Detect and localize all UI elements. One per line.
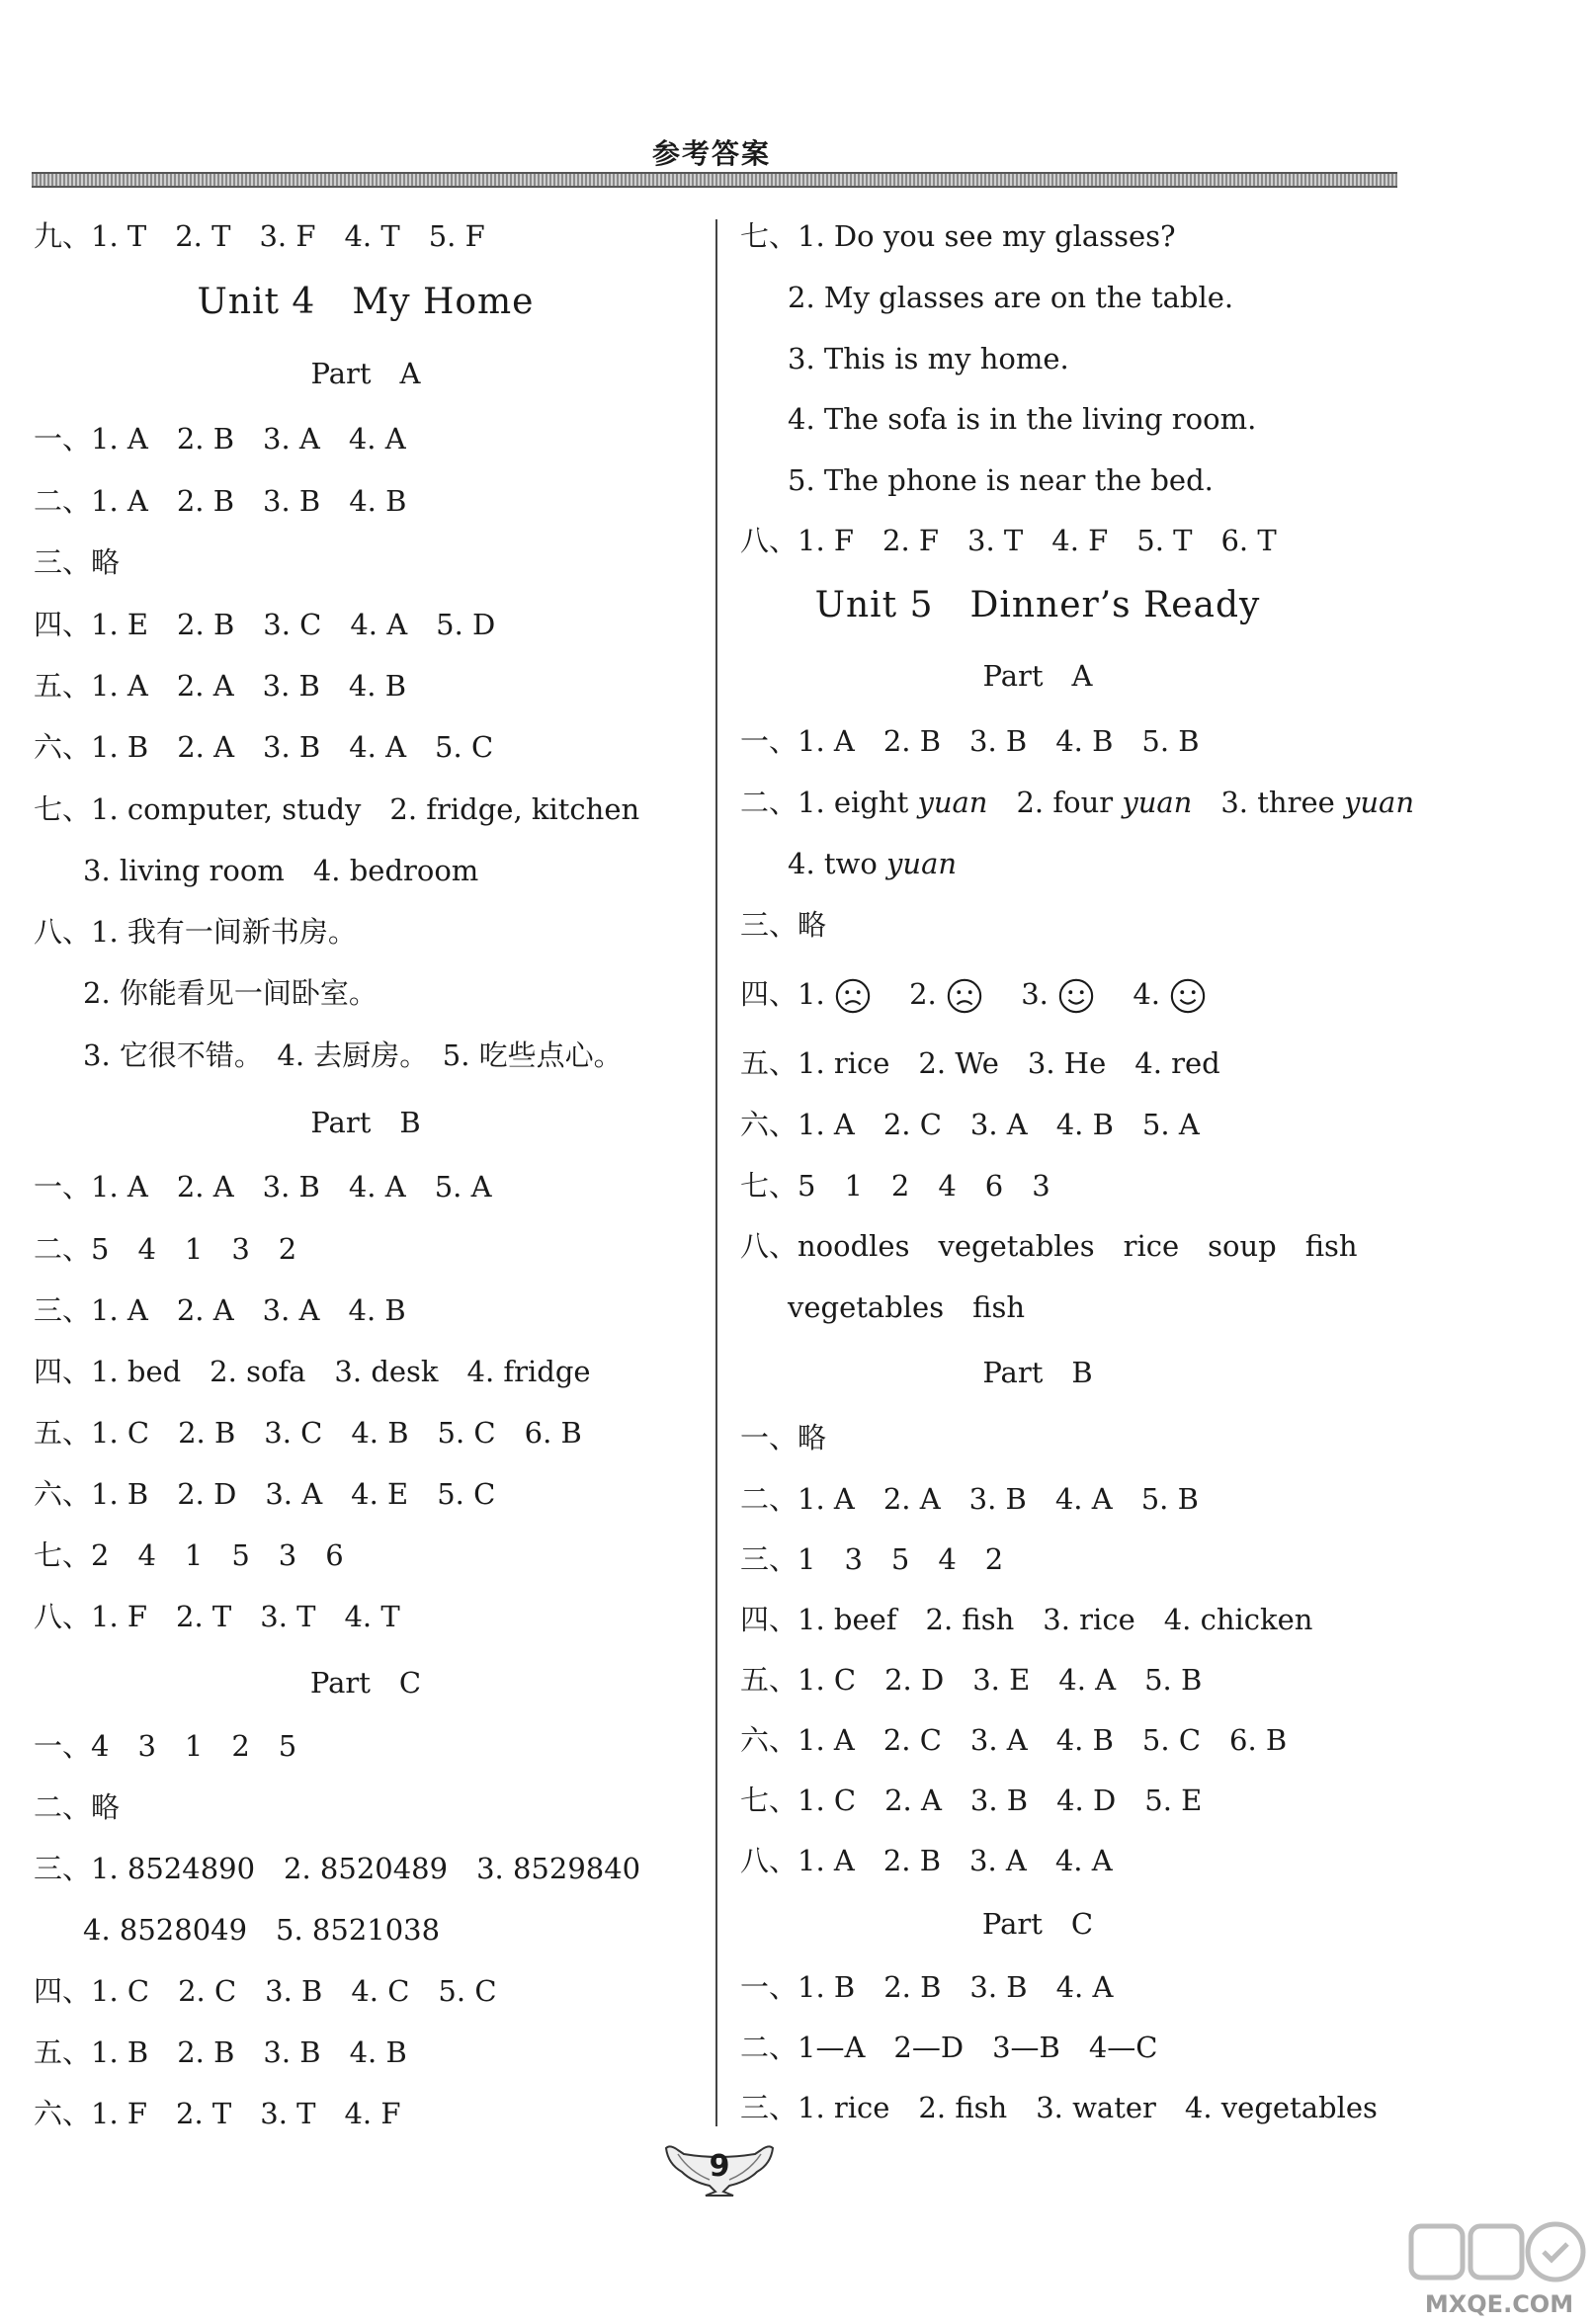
answer-line: 五、1. C 2. B 3. C 4. B 5. C 6. B bbox=[34, 1416, 582, 1450]
faces-label-3: 3. bbox=[992, 977, 1049, 1011]
answer-line: 4. 8528049 5. 8521038 bbox=[83, 1913, 441, 1947]
answer-line: 四、1. E 2. B 3. C 4. A 5. D bbox=[34, 608, 496, 641]
answer-line: vegetables fish bbox=[788, 1290, 1026, 1324]
answer-line: 二、略 bbox=[34, 1790, 121, 1824]
yuan-word: yuan bbox=[917, 786, 988, 819]
faces-label-2: 2. bbox=[881, 977, 937, 1011]
yuan-prefix: 二、1. eight bbox=[740, 786, 918, 819]
answer-line: 八、1. A 2. B 3. A 4. A bbox=[740, 1844, 1113, 1877]
answer-line: 五、1. rice 2. We 3. He 4. red bbox=[740, 1046, 1220, 1080]
answer-line-faces bbox=[740, 972, 1207, 1016]
answer-line: 3. This is my home. bbox=[788, 342, 1069, 375]
answer-line: 三、略 bbox=[34, 545, 121, 579]
yuan-word: yuan bbox=[1343, 786, 1415, 819]
answer-line: 二、5 4 1 3 2 bbox=[34, 1232, 297, 1266]
answer-line: 一、4 3 1 2 5 bbox=[34, 1729, 297, 1763]
answer-line: 六、1. A 2. C 3. A 4. B 5. C 6. B bbox=[740, 1723, 1288, 1757]
answer-line: 四、1. C 2. C 3. B 4. C 5. C bbox=[34, 1974, 497, 2008]
answer-line: 一、1. A 2. B 3. A 4. A bbox=[34, 422, 406, 456]
header-rule bbox=[32, 172, 1397, 188]
watermark-text: MXQE.COM bbox=[1424, 2290, 1574, 2318]
answer-line: 三、1. 8524890 2. 8520489 3. 8529840 bbox=[34, 1852, 641, 1885]
page-number: 9 bbox=[709, 2149, 730, 2184]
answer-line: 三、略 bbox=[740, 908, 827, 942]
answer-line: 六、1. B 2. D 3. A 4. E 5. C bbox=[34, 1477, 496, 1511]
yuan-item-2: 2. four bbox=[987, 786, 1123, 819]
part-heading: Part B bbox=[310, 1106, 421, 1139]
answer-line: 二、1. A 2. A 3. B 4. A 5. B bbox=[740, 1482, 1199, 1516]
answer-line: 六、1. B 2. A 3. B 4. A 5. C bbox=[34, 730, 494, 764]
yuan-word: yuan bbox=[1122, 786, 1193, 819]
yuan-item-4: 4. two bbox=[788, 847, 887, 880]
answer-line: 四、1. beef 2. fish 3. rice 4. chicken bbox=[740, 1603, 1313, 1636]
answer-line: 八、noodles vegetables rice soup fish bbox=[740, 1229, 1358, 1263]
answer-line: 2. My glasses are on the table. bbox=[788, 281, 1234, 314]
answer-line: 八、1. F 2. T 3. T 4. T bbox=[34, 1600, 400, 1633]
yuan-word: yuan bbox=[886, 847, 958, 880]
answer-line: 一、1. A 2. A 3. B 4. A 5. A bbox=[34, 1170, 492, 1204]
answer-line: 七、2 4 1 5 3 6 bbox=[34, 1538, 344, 1572]
answer-line: 二、1—A 2—D 3—B 4—C bbox=[740, 2031, 1158, 2064]
answer-line: 五、1. C 2. D 3. E 4. A 5. B bbox=[740, 1663, 1203, 1697]
answer-line: 一、略 bbox=[740, 1421, 827, 1454]
answer-line-yuan bbox=[740, 783, 1414, 822]
unit-heading: Unit 5 Dinner’s Ready bbox=[814, 585, 1261, 625]
happy-face-icon bbox=[1169, 977, 1207, 1015]
answer-line: 一、1. B 2. B 3. B 4. A bbox=[740, 1970, 1114, 2004]
answer-line: 七、5 1 2 4 6 3 bbox=[740, 1169, 1050, 1203]
answer-line-yuan bbox=[788, 844, 957, 883]
answer-line: 六、1. A 2. C 3. A 4. B 5. A bbox=[740, 1108, 1200, 1141]
answer-line: 三、1. rice 2. fish 3. water 4. vegetables bbox=[740, 2091, 1378, 2124]
answer-line: 2. 你能看见一间卧室。 bbox=[83, 976, 378, 1010]
part-heading: Part C bbox=[309, 1666, 422, 1700]
answer-line: 九、1. T 2. T 3. F 4. T 5. F bbox=[34, 219, 485, 253]
answer-line: 五、1. A 2. A 3. B 4. B bbox=[34, 669, 407, 703]
unit-heading: Unit 4 My Home bbox=[197, 282, 535, 322]
part-heading: Part A bbox=[310, 357, 421, 390]
answer-line: 三、1 3 5 4 2 bbox=[740, 1542, 1004, 1576]
answer-line: 八、1. 我有一间新书房。 bbox=[34, 915, 357, 949]
faces-prefix: 四、1. bbox=[740, 977, 825, 1011]
faces-label-4: 4. bbox=[1104, 977, 1160, 1011]
answer-line: 一、1. A 2. B 3. B 4. B 5. B bbox=[740, 724, 1200, 758]
answer-line: 三、1. A 2. A 3. A 4. B bbox=[34, 1293, 406, 1327]
column-divider bbox=[715, 219, 717, 2126]
answer-line: 七、1. C 2. A 3. B 4. D 5. E bbox=[740, 1784, 1203, 1817]
answer-line: 3. 它很不错。 4. 去厨房。 5. 吃些点心。 bbox=[83, 1038, 623, 1072]
answer-line: 四、1. bed 2. sofa 3. desk 4. fridge bbox=[34, 1355, 591, 1388]
answer-line: 3. living room 4. bedroom bbox=[83, 854, 479, 887]
sad-face-icon bbox=[834, 977, 872, 1015]
answer-line: 五、1. B 2. B 3. B 4. B bbox=[34, 2035, 407, 2069]
sad-face-icon bbox=[946, 977, 983, 1015]
yuan-item-3: 3. three bbox=[1192, 786, 1344, 819]
part-heading: Part C bbox=[981, 1907, 1094, 1941]
answer-line: 5. The phone is near the bed. bbox=[788, 463, 1214, 497]
header-title: 参考答案 bbox=[651, 137, 771, 170]
answer-line: 七、1. computer, study 2. fridge, kitchen bbox=[34, 792, 640, 826]
answer-line: 七、1. Do you see my glasses? bbox=[740, 219, 1176, 253]
part-heading: Part B bbox=[982, 1356, 1093, 1389]
answer-line: 二、1. A 2. B 3. B 4. B bbox=[34, 484, 407, 518]
answer-line: 八、1. F 2. F 3. T 4. F 5. T 6. T bbox=[740, 524, 1277, 557]
answer-line: 4. The sofa is in the living room. bbox=[788, 402, 1257, 436]
part-heading: Part A bbox=[982, 659, 1093, 693]
answer-line: 六、1. F 2. T 3. T 4. F bbox=[34, 2097, 401, 2130]
happy-face-icon bbox=[1057, 977, 1095, 1015]
